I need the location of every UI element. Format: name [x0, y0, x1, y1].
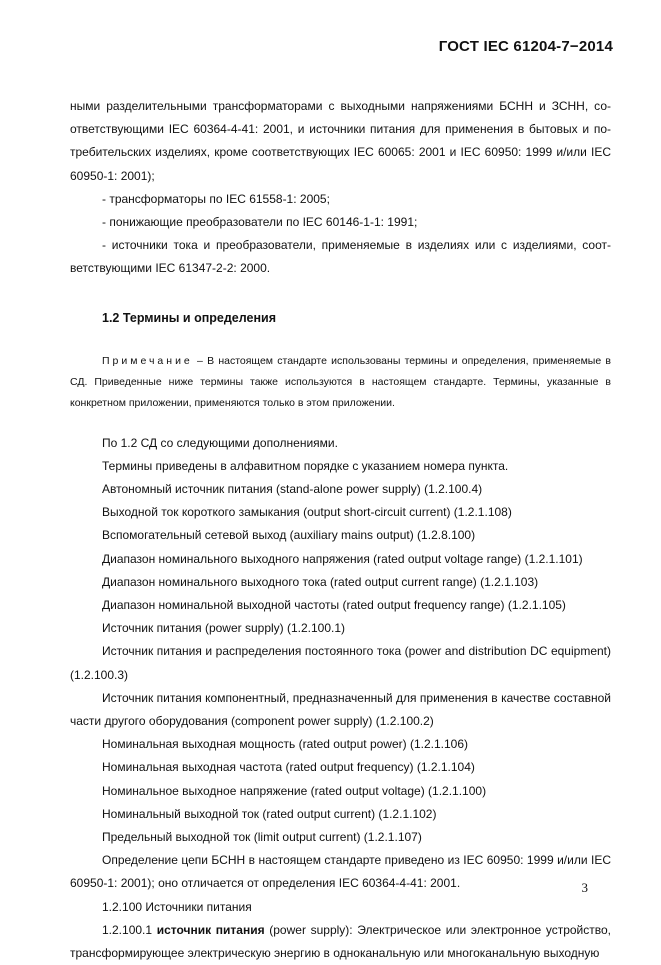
term-line: Источник питания компонентный, предназначенный для применения в качестве составной части другого оборудования (component power supply) (1.2.100.2): [70, 690, 611, 729]
term-line: По 1.2 СД со следующими дополнениями.: [102, 435, 338, 450]
section-heading: 1.2 Термины и определения: [102, 310, 276, 325]
note-text: – В настоящем стандарте использованы термины и определения, применяемые в СД. Приведенные ниже термины также используются в настоящем стандарте. Термины, указанные в конкретном приложении, применяются только в этом приложении.: [70, 354, 611, 409]
definition-text: (power supply): Электрическое или электронное устройство, трансформирующее электрическую энергию в одноканальную или многоканальную выходную: [70, 922, 611, 961]
term-line: Вспомогательный сетевой выход (auxiliary mains output) (1.2.8.100): [102, 528, 476, 543]
term-line: Диапазон номинального выходного тока (rated output current range) (1.2.1.103): [102, 574, 539, 589]
term-line: Источник питания (power supply) (1.2.100.1): [102, 621, 346, 636]
term-line: Предельный выходной ток (limit output current) (1.2.1.107): [102, 830, 422, 845]
term-line: Номинальная выходная мощность (rated output power) (1.2.1.106): [102, 737, 468, 752]
standard-code-header: ГОСТ IEC 61204-7−2014: [438, 38, 613, 55]
term-line: Номинальный выходной ток (rated output current) (1.2.1.102): [102, 806, 437, 821]
term-line: Диапазон номинальной выходной частоты (rated output frequency range) (1.2.1.105): [102, 598, 566, 613]
list-item: - трансформаторы по IEC 61558-1: 2005;: [102, 191, 330, 206]
page-body: [70, 95, 611, 965]
note-label: Примечание: [102, 354, 193, 367]
term-line: Выходной ток короткого замыкания (output short-circuit current) (1.2.1.108): [102, 505, 512, 520]
term-line: Диапазон номинального выходного напряжения (rated output voltage range) (1.2.1.101): [102, 551, 583, 566]
definition-paragraph: [70, 919, 611, 965]
term-line: Источник питания и распределения постоянного тока (power and distribution DC equipment) (1.2.100.3): [70, 644, 611, 682]
definition-term: источник питания: [156, 922, 265, 937]
term-line: Автономный источник питания (stand-alone power supply) (1.2.100.4): [102, 482, 483, 497]
term-line: Номинальное выходное напряжение (rated output voltage) (1.2.1.100): [102, 783, 487, 798]
scope-remark: Определение цепи БСНН в настоящем стандарте приведено из IEC 60950: 1999 и/или IEC 60950-1: 2001); оно отличается от определения IEC 60364-4-41: 2001.: [70, 853, 611, 891]
page-number: 3: [581, 880, 588, 895]
intro-paragraph: ными разделительными трансформаторами с выходными напряжениями БСНН и ЗСНН, соответствующими IEC 60364-4-41: 2001, и источники питания для применения в бытовых и потребительских изделиях, кроме соответствующих IEC 60065: 2001 и IEC 60950: 1999 и/или IEC 60950-1: 2001);: [70, 99, 611, 183]
note-paragraph: [70, 351, 611, 414]
list-item: - понижающие преобразователи по IEC 60146-1-1: 1991;: [102, 215, 418, 230]
term-line: Номинальная выходная частота (rated output frequency) (1.2.1.104): [102, 760, 475, 775]
definition-number: 1.2.100.1: [102, 922, 157, 937]
term-line: Термины приведены в алфавитном порядке с указанием номера пункта.: [102, 458, 509, 473]
list-item: - источники тока и преобразователи, применяемые в изделиях или с изделиями, соответствующими IEC 61347-2-2: 2000.: [70, 238, 611, 276]
subsection-heading: 1.2.100 Источники питания: [102, 899, 252, 914]
